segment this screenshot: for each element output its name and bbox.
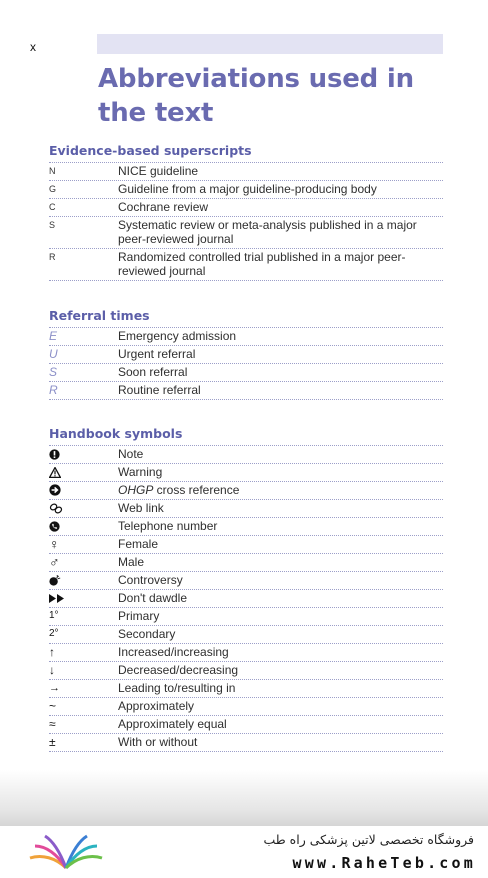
list-item [49, 364, 443, 382]
list-item [49, 572, 443, 590]
list-item [49, 163, 443, 181]
symbol-description: Male [118, 555, 145, 569]
abbreviation-code: U [49, 347, 59, 361]
abbreviation-list [49, 162, 443, 281]
symbol-description: Telephone number [118, 519, 218, 533]
abbreviation-list [49, 327, 443, 400]
abbreviation-description: Emergency admission [118, 329, 237, 343]
list-item [49, 382, 443, 400]
list-item [49, 181, 443, 199]
abbreviation-code: R [49, 252, 56, 262]
book-abbreviation: OHGP [118, 483, 154, 497]
plus-minus-symbol: ± [49, 735, 56, 749]
list-item [49, 608, 443, 626]
list-item [49, 680, 443, 698]
abbreviation-description: Routine referral [118, 383, 201, 397]
abbreviation-description: Guideline from a major guideline-producing body [118, 182, 377, 196]
list-item [49, 518, 443, 536]
symbol-description: Approximately equal [118, 717, 227, 731]
list-item [49, 328, 443, 346]
website-url[interactable]: www.RaheTeb.com [292, 854, 476, 872]
abbreviation-code: R [49, 383, 59, 397]
controversy-icon [49, 573, 65, 587]
list-item [49, 590, 443, 608]
note-icon [49, 447, 65, 461]
book-logo-icon [26, 832, 106, 877]
header-band [97, 34, 443, 54]
abbreviation-code: E [49, 329, 58, 343]
watermark-footer [0, 826, 488, 878]
list-item [49, 662, 443, 680]
list-item [49, 554, 443, 572]
arrow-up-icon: ↑ [49, 645, 55, 659]
section-heading: Handbook symbols [49, 426, 183, 441]
arrow-right-icon: → [49, 682, 60, 694]
list-item [49, 217, 443, 249]
page-shadow [0, 770, 488, 826]
symbol-description: With or without [118, 735, 198, 749]
primary-symbol: 1° [49, 610, 59, 621]
abbreviation-code: S [49, 220, 56, 230]
section-heading: Referral times [49, 308, 150, 323]
male-icon: ♂ [49, 554, 60, 570]
symbol-description: Web link [118, 501, 164, 515]
symbol-description: Primary [118, 609, 160, 623]
abbreviation-description: NICE guideline [118, 164, 199, 178]
list-item [49, 626, 443, 644]
list-item [49, 734, 443, 752]
symbol-description: Note [118, 447, 144, 461]
abbreviation-description: Urgent referral [118, 347, 196, 361]
abbreviation-description: Randomized controlled trial published in a major peer-reviewed journal [118, 250, 406, 278]
symbol-description: Controversy [118, 573, 183, 587]
approximately-equal-symbol: ≈ [49, 717, 56, 731]
page-marker: x [30, 40, 36, 54]
abbreviation-code: C [49, 202, 56, 212]
abbreviation-description: Systematic review or meta-analysis published in a major peer-reviewed journal [118, 218, 417, 246]
list-item [49, 698, 443, 716]
web-link-icon [49, 501, 65, 515]
abbreviation-description: Soon referral [118, 365, 188, 379]
telephone-icon [49, 519, 65, 533]
symbol-list [49, 445, 443, 752]
store-name: فروشگاه تخصصی لاتین پزشکی راه طب [263, 832, 474, 847]
symbol-description-text: cross reference [153, 483, 240, 497]
abbreviation-code: G [49, 184, 57, 194]
list-item [49, 346, 443, 364]
page-title: Abbreviations used in the text [98, 64, 414, 128]
female-icon: ♀ [49, 536, 60, 552]
symbol-description: Don't dawdle [118, 591, 187, 605]
list-item [49, 199, 443, 217]
abbreviation-code: N [49, 166, 56, 176]
section-referral-times [49, 307, 443, 400]
symbol-description: Decreased/decreasing [118, 663, 239, 677]
list-item [49, 464, 443, 482]
symbol-description: Warning [118, 465, 163, 479]
cross-reference-icon [49, 483, 65, 497]
abbreviation-description: Cochrane review [118, 200, 209, 214]
list-item [49, 716, 443, 734]
secondary-symbol: 2° [49, 628, 59, 639]
symbol-description: Female [118, 537, 159, 551]
symbol-description [118, 483, 443, 497]
list-item [49, 446, 443, 464]
dont-dawdle-icon [49, 591, 65, 605]
list-item [49, 482, 443, 500]
list-item [49, 644, 443, 662]
arrow-down-icon: ↓ [49, 663, 55, 677]
list-item [49, 536, 443, 554]
abbreviation-code: S [49, 365, 58, 379]
list-item [49, 249, 443, 281]
symbol-description: Secondary [118, 627, 176, 641]
symbol-description: Increased/increasing [118, 645, 229, 659]
symbol-description: Approximately [118, 699, 195, 713]
section-evidence-superscripts [49, 142, 443, 281]
symbol-description: Leading to/resulting in [118, 681, 236, 695]
section-handbook-symbols [49, 425, 443, 752]
section-heading: Evidence-based superscripts [49, 143, 252, 158]
warning-icon [49, 465, 65, 479]
approximately-symbol: ~ [49, 699, 57, 713]
list-item [49, 500, 443, 518]
